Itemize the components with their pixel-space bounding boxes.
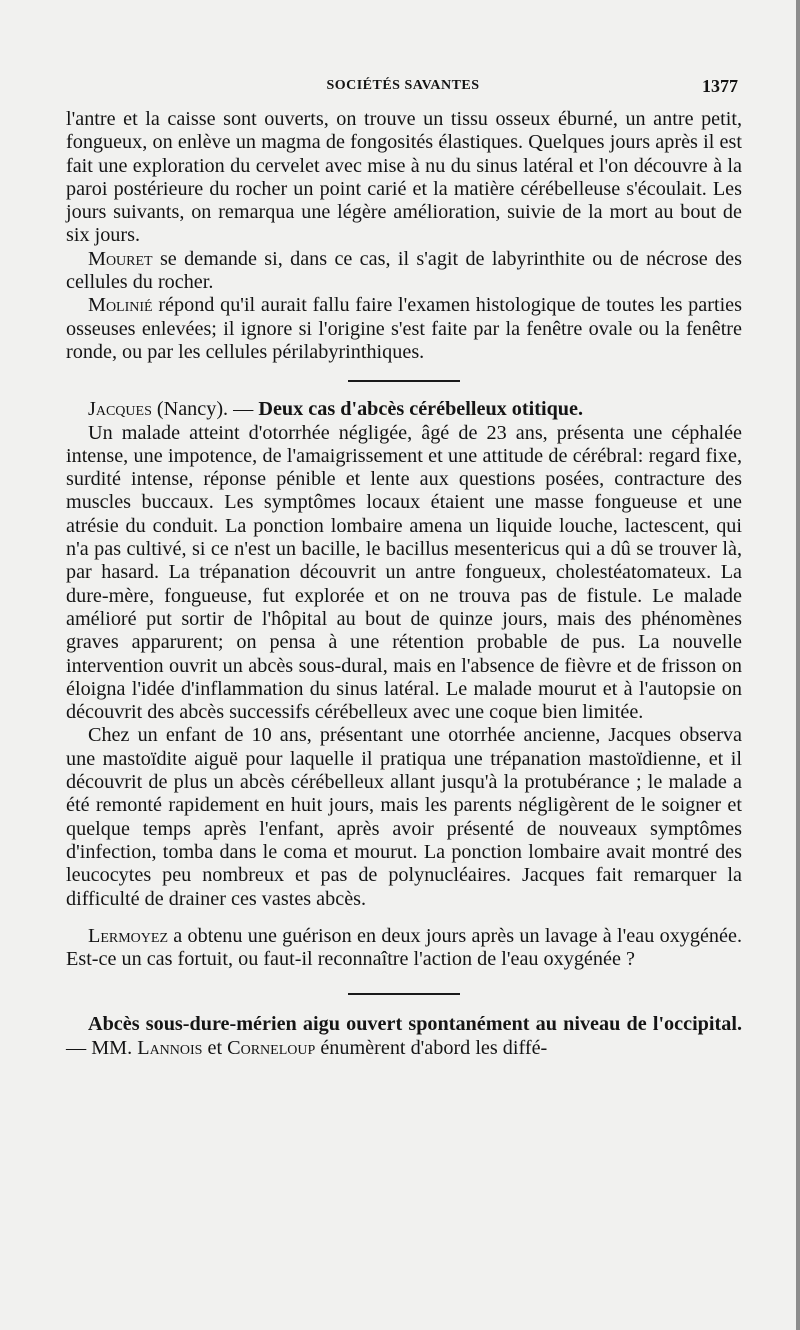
paragraph-text: a obtenu une guérison en deux jours après un lavage à l'eau oxygénée. Est-ce un cas fortuit, ou faut-il reconnaître l'action de l'eau oxygénée ?: [66, 924, 742, 971]
paragraph-molinie: [66, 294, 742, 364]
author-place: (Nancy). —: [151, 398, 259, 421]
paragraph-case-two: Chez un enfant de 10 ans, présentant une otorrhée ancienne, Jacques observa une mastoïdite aiguë pour laquelle il pratiqua une trépanation mastoïdienne, et il découvrit de plus un abcès cérébelleux allant jusqu'à la protubérance ; le malade a été remonté rapidement en huit jours, mais les parents négligèrent de le soigner et quelque temps après l'enfant, après avoir présenté de nouveaux symptômes d'infection, tomba dans le coma et mourut. La ponction lombaire avait montré des leucocytes peu nombreux et pas de polynucléaires. Jacques fait remarquer la difficulté de drainer ces vastes abcès.: [66, 724, 742, 910]
paragraph-continuation: l'antre et la caisse sont ouverts, on trouve un tissu osseux éburné, un antre petit, fongueux, on enlève un magma de fongosités élastiques. Quelques jours après il est fait une exploration du cervelet avec mise à nu du sinus latéral et l'on découvre à la paroi postérieure du rocher un point carié et la matière cérébelleuse s'écoulait. Les jours suivants, on remarqua une légère amélioration, suivie de la mort au bout de six jours.: [66, 108, 742, 247]
paragraph-case-one: Un malade atteint d'otorrhée négligée, âgé de 23 ans, présenta une céphalée intense, une impotence, de l'amaigrissement et une attitude de cérébral: regard fixe, surdité intense, réponse pénible et lente aux questions posées, contracture des muscles buccaux. Les symptômes locaux étaient une masse fongueuse et une atrésie du conduit. La ponction lombaire amena un liquide louche, lactescent, qui n'a pas cultivé, si ce n'est un bacille, le bacillus mesentericus qui a dû se trouver là, par hasard. La trépanation découvrit un antre fongueux, cholestéatomateux. La dure-mère, fongueuse, fut explorée et on ne trouva pas de fistule. Le malade amélioré put sortir de l'hôpital au bout de quinze jours, mais des phénomènes graves apparurent; on pensa à une rétention probable de pus. La nouvelle intervention ouvrit un abcès sous-dural, mais en l'absence de fièvre et de frisson on éloigna l'idée d'inflammation du sinus latéral. Le malade mourut et à l'autopsie on découvrit des abcès successifs cérébelleux avec une coque bien limitée.: [66, 421, 742, 724]
paragraph-text: répond qu'il aurait fallu faire l'examen histologique de toutes les parties osseuses enlevées; il ignore si l'origine s'est faite par la fenêtre ovale ou la fenêtre ronde, ou par les cellules périlabyrinthiques.: [66, 294, 742, 363]
speaker-name: Lermoyez: [88, 924, 168, 947]
article-title: Abcès sous-dure-mérien aigu ouvert spontanément au niveau de l'occipital.: [88, 1013, 742, 1036]
paragraph-mouret: [66, 248, 742, 295]
author-name: Jacques: [88, 398, 152, 421]
paragraph-lermoyez: [66, 925, 742, 972]
running-head: [68, 78, 738, 100]
article-heading-jacques: [66, 398, 742, 421]
paragraph-text: énumèrent d'abord les diffé-: [315, 1036, 548, 1059]
page-number: 1377: [702, 76, 738, 96]
separator: — MM.: [66, 1036, 138, 1059]
paragraph-text: se demande si, dans ce cas, il s'agit de labyrinthite ou de nécrose des cellules du rocher.: [66, 247, 742, 294]
speaker-name: Mouret: [88, 247, 153, 270]
running-title: SOCIÉTÉS SAVANTES: [326, 78, 480, 93]
spacer: [66, 911, 742, 925]
section-divider: [348, 380, 460, 382]
section-divider: [348, 993, 460, 995]
conjunction: et: [202, 1036, 228, 1059]
article-title: Deux cas d'abcès cérébelleux otitique.: [258, 398, 584, 421]
author-name: Corneloup: [227, 1036, 316, 1059]
speaker-name: Molinié: [88, 294, 153, 317]
author-name: Lannois: [137, 1036, 203, 1059]
body-text: [66, 108, 742, 1060]
article-heading-lannois: [66, 1013, 742, 1060]
